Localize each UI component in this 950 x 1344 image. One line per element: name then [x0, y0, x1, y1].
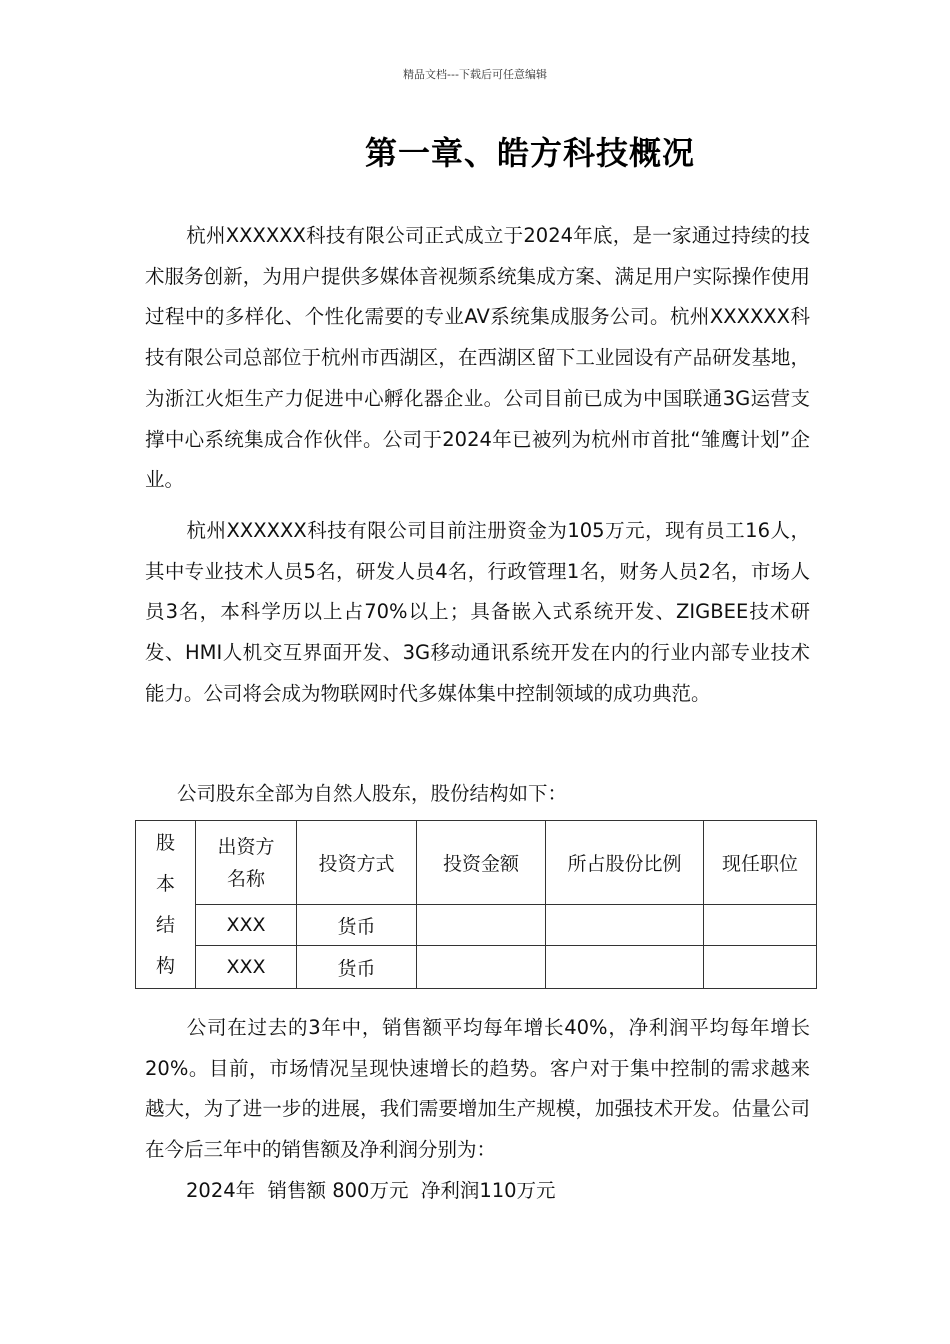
header-investor-name — [196, 821, 297, 905]
header-method: 投资方式 — [297, 821, 417, 905]
paragraph-sales-growth — [145, 1008, 810, 1171]
chapter-title: 第一章、皓方科技概况 — [364, 134, 695, 172]
cell-share-ratio — [546, 946, 704, 989]
header-position: 现任职位 — [704, 821, 817, 905]
cell-investor: XXX — [196, 946, 297, 989]
paragraph-forecast: 2024年 销售额 800万元 净利润110万元 — [186, 1179, 556, 1202]
cell-position — [704, 946, 817, 989]
paragraph-shareholders-intro: 公司股东全部为自然人股东，股份结构如下： — [177, 782, 568, 805]
header-amount: 投资金额 — [417, 821, 546, 905]
cell-method: 货币 — [297, 905, 417, 946]
header-text: 名称 — [226, 867, 265, 890]
paragraph-company-intro — [145, 216, 810, 501]
cell-method: 货币 — [297, 946, 417, 989]
cell-share-ratio — [546, 905, 704, 946]
table-header-row — [136, 821, 817, 905]
paragraph-text: 杭州XXXXXX科技有限公司正式成立于2024年底，是一家通过持续的技术服务创新，为用户提供多媒体音视频系统集成方案、满足用户实际操作使用过程中的多样化、个性化需要的专业AV系统集成服务公司。杭州XXXXXX科技有限公司总部位于杭州市西湖区，在西湖区留下工业园设有产品研发基地，为浙江火炬生产力促进中心孵化器企业。公司目前已成为中国联通3G运营支撑中心系统集成合作伙伴。公司于2024年已被列为杭州市首批“雏鹰计划”企业。 — [145, 224, 810, 492]
cell-investor: XXX — [196, 905, 297, 946]
table-row — [136, 946, 817, 989]
row-label-cell — [136, 821, 196, 989]
equity-structure-table — [135, 820, 817, 989]
header-text: 出资方 — [217, 835, 275, 858]
header-share-ratio: 所占股份比例 — [546, 821, 704, 905]
paragraph-text: 杭州XXXXXX科技有限公司目前注册资金为105万元，现有员工16人，其中专业技术人员5名，研发人员4名，行政管理1名，财务人员2名，市场人员3名，本科学历以上占70%以上；具备嵌入式系统开发、ZIGBEE技术研发、HMI人机交互界面开发、3G移动通讯系统开发在内的行业内部专业技术能力。公司将会成为物联网时代多媒体集中控制领域的成功典范。 — [145, 519, 810, 705]
paragraph-company-staff — [145, 511, 810, 715]
cell-position — [704, 905, 817, 946]
row-label-char: 结 — [155, 913, 175, 936]
paragraph-text: 公司在过去的3年中，销售额平均每年增长40%，净利润平均每年增长20%。目前，市场情况呈现快速增长的趋势。客户对于集中控制的需求越来越大，为了进一步的进展，我们需要增加生产规模，加强技术开发。估量公司在今后三年中的销售额及净利润分别为： — [145, 1016, 810, 1162]
cell-amount — [417, 946, 546, 989]
header-note: 精品文档---下载后可任意编辑 — [403, 68, 547, 81]
cell-amount — [417, 905, 546, 946]
row-label-char: 构 — [155, 954, 175, 977]
row-label-char: 本 — [155, 872, 175, 895]
table-row — [136, 905, 817, 946]
row-label-char: 股 — [155, 831, 175, 854]
